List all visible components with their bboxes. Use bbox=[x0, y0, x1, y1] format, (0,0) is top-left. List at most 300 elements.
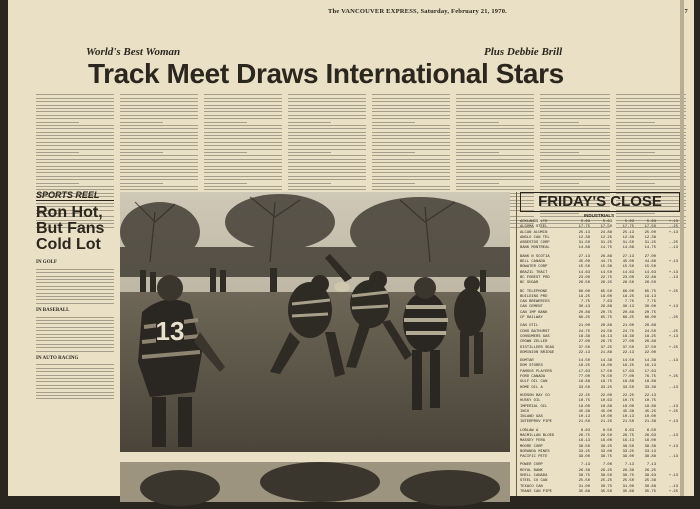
text-line bbox=[456, 142, 534, 143]
stock-value: 21.88 bbox=[600, 350, 612, 355]
stock-value: 21.25 bbox=[600, 420, 612, 425]
rugby-photo-illustration bbox=[120, 192, 510, 452]
newspaper-page bbox=[8, 0, 694, 508]
headline: Track Meet Draws International Stars bbox=[88, 58, 564, 89]
stocks-header: INDUSTRIALS bbox=[583, 213, 615, 218]
stock-value: 26.75 bbox=[622, 433, 634, 438]
text-line bbox=[36, 142, 114, 143]
stock-value: 6.63 bbox=[624, 428, 634, 433]
stock-value: 10.00 bbox=[644, 415, 656, 420]
text-line bbox=[540, 98, 610, 99]
text-line bbox=[36, 388, 114, 389]
text-line bbox=[36, 166, 114, 167]
text-line bbox=[456, 155, 534, 156]
stock-value: 44.88 bbox=[644, 260, 656, 265]
stock-value: -.13 bbox=[668, 484, 678, 489]
stock-name: ALCAN ALUMIN bbox=[520, 230, 548, 235]
stock-name: CONS BATHURST bbox=[520, 329, 550, 334]
stock-value: 21.63 bbox=[578, 503, 590, 508]
text-line bbox=[36, 299, 114, 300]
text-line bbox=[36, 159, 114, 160]
text-line bbox=[36, 118, 114, 119]
text-line bbox=[120, 186, 198, 187]
text-line bbox=[204, 105, 282, 106]
masthead-paper: The VANCOUVER EXPRESS, Saturday, February 21, 1970. bbox=[328, 8, 507, 15]
stock-value: 22.13 bbox=[578, 350, 590, 355]
stock-name: MACMILLAN BLOED bbox=[520, 433, 555, 438]
stock-value: +.13 bbox=[668, 444, 678, 449]
text-line bbox=[616, 105, 686, 106]
stock-name: DISTILLERS SEAG bbox=[520, 345, 555, 350]
text-line bbox=[36, 115, 114, 116]
stock-value bbox=[656, 504, 678, 509]
stock-name: LOBLAW A bbox=[520, 428, 539, 433]
stock-value: +.25 bbox=[668, 409, 678, 414]
text-line bbox=[372, 138, 450, 139]
text-line bbox=[36, 152, 79, 153]
stock-value: 38.25 bbox=[600, 444, 612, 449]
text-line bbox=[616, 118, 686, 119]
text-line bbox=[456, 115, 534, 116]
stock-value: 33.38 bbox=[644, 385, 656, 390]
stock-value: 38.50 bbox=[622, 444, 634, 449]
stock-value: 38.38 bbox=[644, 444, 656, 449]
stock-name: BC TELEPHONE bbox=[520, 289, 548, 294]
stock-name: CAN UTIL bbox=[520, 324, 539, 329]
stock-value: 35.50 bbox=[600, 489, 612, 494]
text-line bbox=[36, 132, 114, 133]
stock-value: 17.63 bbox=[644, 369, 656, 374]
stock-value: 17.50 bbox=[600, 225, 612, 230]
text-line bbox=[288, 105, 366, 106]
text-line bbox=[456, 159, 534, 160]
stock-value: 66.00 bbox=[578, 289, 590, 294]
text-line bbox=[36, 385, 114, 386]
text-line bbox=[288, 128, 366, 129]
stock-value: +.25 bbox=[668, 489, 678, 494]
stock-name: GULF OIL CAN bbox=[520, 380, 548, 385]
stock-name: MOORE CORP bbox=[520, 444, 543, 449]
stock-row bbox=[520, 351, 678, 356]
fridays-close-title: FRIDAY'S CLOSE bbox=[520, 192, 680, 212]
text-line bbox=[288, 135, 366, 136]
stock-name: TEXACO CAN bbox=[520, 484, 543, 489]
text-line bbox=[204, 135, 282, 136]
stock-value: 14.38 bbox=[644, 359, 656, 364]
stock-value: 22.88 bbox=[644, 275, 656, 280]
text-line bbox=[36, 108, 114, 109]
stock-value: 20.88 bbox=[622, 310, 634, 315]
stock-value: 7.75 bbox=[646, 300, 656, 305]
stock-value: 33.00 bbox=[600, 449, 612, 454]
text-line bbox=[36, 303, 114, 304]
text-line bbox=[540, 152, 579, 153]
text-line bbox=[372, 101, 450, 102]
stock-value: -.25 bbox=[668, 329, 678, 334]
stock-value: +.13 bbox=[668, 420, 678, 425]
text-line bbox=[456, 183, 499, 184]
stock-value: 6.50 bbox=[602, 428, 612, 433]
stock-value: 26.88 bbox=[600, 254, 612, 259]
text-line bbox=[616, 142, 686, 143]
text-line bbox=[456, 186, 534, 187]
text-line bbox=[456, 166, 534, 167]
stock-value: 27.00 bbox=[622, 340, 634, 345]
text-line bbox=[36, 371, 114, 372]
text-line bbox=[372, 189, 450, 190]
text-line bbox=[372, 111, 450, 112]
stock-value: 24.50 bbox=[600, 329, 612, 334]
text-line bbox=[120, 132, 198, 133]
stock-value: 38.50 bbox=[578, 444, 590, 449]
stock-value: 30.00 bbox=[644, 305, 656, 310]
stock-value: +.25 bbox=[668, 375, 678, 380]
text-line bbox=[372, 169, 450, 170]
stock-value: 17.75 bbox=[622, 225, 634, 230]
kicker-left: World's Best Woman bbox=[86, 46, 181, 58]
stock-value: 24.75 bbox=[622, 329, 634, 334]
article-column-7 bbox=[540, 92, 610, 190]
stock-name: HUDSON BAY CO bbox=[520, 393, 550, 398]
stock-value: -.13 bbox=[668, 385, 678, 390]
stock-value: 31.50 bbox=[578, 241, 590, 246]
stock-value: -.25 bbox=[668, 316, 678, 321]
stock-value: 17.50 bbox=[600, 369, 612, 374]
text-line bbox=[120, 94, 198, 95]
stock-value: 10.63 bbox=[600, 399, 612, 404]
stock-value: -.13 bbox=[668, 275, 678, 280]
text-line bbox=[36, 378, 114, 379]
stock-value: 39.00 bbox=[622, 455, 634, 460]
stock-value: 14.88 bbox=[622, 246, 634, 251]
stock-value: 10.75 bbox=[578, 399, 590, 404]
stock-value: 45.00 bbox=[578, 260, 590, 265]
text-line bbox=[456, 125, 534, 126]
text-line bbox=[372, 108, 450, 109]
stock-value: 18.88 bbox=[622, 380, 634, 385]
stock-row bbox=[520, 504, 678, 509]
text-line bbox=[288, 172, 366, 173]
stock-value: 6.63 bbox=[580, 428, 590, 433]
text-line bbox=[120, 179, 198, 180]
text-line bbox=[288, 166, 366, 167]
text-line bbox=[540, 118, 610, 119]
text-line bbox=[456, 108, 534, 109]
stock-value: 14.50 bbox=[600, 270, 612, 275]
stock-value: 18.38 bbox=[622, 334, 634, 339]
text-line bbox=[540, 132, 610, 133]
stock-name: WESTON GEO bbox=[520, 503, 543, 508]
stock-value: 15.38 bbox=[600, 265, 612, 270]
stock-value: 77.00 bbox=[622, 375, 634, 380]
text-line bbox=[204, 128, 282, 129]
stock-value: 26.25 bbox=[600, 281, 612, 286]
text-line bbox=[120, 159, 198, 160]
stock-value: 18.25 bbox=[644, 334, 656, 339]
text-line bbox=[204, 145, 282, 146]
stock-name: FAMOUS PLAYERS bbox=[520, 369, 552, 374]
text-line bbox=[120, 176, 198, 177]
text-line bbox=[372, 94, 450, 95]
stock-value: 45.38 bbox=[622, 409, 634, 414]
stock-name: ACKLANDS LTD bbox=[520, 220, 548, 224]
text-line bbox=[456, 179, 534, 180]
text-line bbox=[540, 183, 579, 184]
stock-value: 14.38 bbox=[600, 359, 612, 364]
stock-value: 26.50 bbox=[644, 281, 656, 286]
text-line bbox=[540, 94, 610, 95]
stock-value: 24.88 bbox=[600, 230, 612, 235]
stock-value: 45.38 bbox=[578, 409, 590, 414]
article-column-3 bbox=[204, 92, 282, 190]
text-line bbox=[540, 169, 610, 170]
article-column-6 bbox=[456, 92, 534, 190]
text-line bbox=[36, 94, 114, 95]
stock-value: 16.13 bbox=[622, 439, 634, 444]
stock-value: 33.25 bbox=[600, 385, 612, 390]
stock-value: 19.13 bbox=[644, 294, 656, 299]
text-line bbox=[456, 172, 534, 173]
text-line bbox=[36, 320, 114, 321]
text-line bbox=[456, 176, 534, 177]
text-line bbox=[616, 155, 686, 156]
text-line bbox=[120, 166, 198, 167]
stock-value: 24.13 bbox=[644, 498, 656, 503]
kicker-right: Plus Debbie Brill bbox=[484, 46, 563, 58]
stock-value: 21.50 bbox=[578, 420, 590, 425]
stock-name: BC SUGAR bbox=[520, 281, 539, 286]
stock-value: 65.50 bbox=[600, 289, 612, 294]
text-line bbox=[36, 340, 114, 341]
text-line bbox=[120, 142, 198, 143]
text-line bbox=[120, 122, 163, 123]
stock-name: DOM STORES bbox=[520, 364, 543, 369]
text-line bbox=[120, 135, 198, 136]
stock-name: CAN BREWERIES bbox=[520, 300, 550, 305]
text-line bbox=[616, 125, 686, 126]
stock-value: 26.25 bbox=[600, 468, 612, 473]
text-line bbox=[456, 162, 534, 163]
text-line bbox=[204, 101, 282, 102]
text-line bbox=[372, 122, 415, 123]
stock-row bbox=[520, 281, 678, 286]
stock-value: 15.50 bbox=[622, 265, 634, 270]
text-line bbox=[204, 111, 282, 112]
text-line bbox=[36, 334, 114, 335]
stock-value: 22.25 bbox=[622, 393, 634, 398]
stock-value: 38.88 bbox=[644, 455, 656, 460]
text-line bbox=[36, 135, 114, 136]
text-line bbox=[372, 125, 450, 126]
text-line bbox=[540, 138, 610, 139]
text-line bbox=[120, 183, 163, 184]
stock-value: 76.75 bbox=[644, 375, 656, 380]
text-line bbox=[36, 398, 114, 399]
article-column-1 bbox=[36, 92, 114, 190]
text-line bbox=[372, 186, 450, 187]
sports-reel-label: SPORTS REEL bbox=[36, 190, 114, 201]
text-line bbox=[456, 122, 499, 123]
stock-value: 38.50 bbox=[600, 474, 612, 479]
stock-value: 65.75 bbox=[644, 289, 656, 294]
stock-value: 16.13 bbox=[644, 364, 656, 369]
stock-value: 20.88 bbox=[600, 324, 612, 329]
stock-value: 25.00 bbox=[644, 230, 656, 235]
stock-value: 22.00 bbox=[644, 350, 656, 355]
text-line bbox=[456, 169, 534, 170]
text-line bbox=[288, 115, 366, 116]
text-line bbox=[288, 183, 331, 184]
text-line bbox=[288, 98, 366, 99]
stock-value: 14.75 bbox=[600, 246, 612, 251]
text-line bbox=[540, 111, 610, 112]
text-line bbox=[204, 179, 282, 180]
stock-value: 33.25 bbox=[622, 449, 634, 454]
text-line bbox=[120, 172, 198, 173]
text-line bbox=[616, 159, 686, 160]
text-line bbox=[288, 125, 366, 126]
text-line bbox=[36, 317, 114, 318]
stock-value: 38.75 bbox=[600, 455, 612, 460]
stock-name: INLAND GAS bbox=[520, 415, 543, 420]
jersey-number: 13 bbox=[155, 316, 185, 346]
stock-value: 26.38 bbox=[622, 468, 634, 473]
text-line bbox=[616, 176, 686, 177]
stock-value: 14.63 bbox=[578, 270, 590, 275]
stock-value: 17.75 bbox=[578, 225, 590, 230]
text-line bbox=[36, 138, 114, 139]
stock-name: CAN IMP BANK bbox=[520, 310, 548, 315]
text-line bbox=[120, 138, 198, 139]
text-line bbox=[372, 152, 415, 153]
text-line bbox=[540, 159, 610, 160]
stock-value: 25.25 bbox=[600, 479, 612, 484]
stock-row bbox=[520, 316, 678, 321]
text-line bbox=[616, 162, 686, 163]
stock-row bbox=[520, 420, 678, 425]
text-line bbox=[204, 152, 247, 153]
stock-value: -.13 bbox=[668, 246, 678, 251]
stock-value: 30.13 bbox=[622, 305, 634, 310]
text-line bbox=[36, 149, 114, 150]
text-line bbox=[288, 176, 366, 177]
text-line bbox=[120, 189, 198, 190]
stock-value: 37.50 bbox=[578, 345, 590, 350]
stock-value: +.13 bbox=[668, 220, 678, 224]
text-line bbox=[204, 162, 282, 163]
stock-value: 21.50 bbox=[644, 503, 656, 508]
text-line bbox=[456, 111, 534, 112]
text-line bbox=[288, 162, 366, 163]
stock-value: 45.25 bbox=[644, 409, 656, 414]
text-line bbox=[288, 94, 366, 95]
text-line bbox=[456, 145, 534, 146]
stock-value: 33.13 bbox=[644, 449, 656, 454]
text-line bbox=[204, 122, 247, 123]
text-line bbox=[540, 155, 610, 156]
text-line bbox=[204, 159, 282, 160]
stock-name: TRANS CAN PIPE bbox=[520, 489, 552, 494]
text-line bbox=[616, 101, 686, 102]
text-line bbox=[36, 286, 114, 287]
stock-value: 18.13 bbox=[600, 334, 612, 339]
text-line bbox=[288, 145, 366, 146]
text-line bbox=[204, 118, 282, 119]
stock-value bbox=[656, 351, 678, 356]
second-photo-strip bbox=[120, 462, 510, 502]
text-line bbox=[36, 272, 114, 273]
stock-value: 20.75 bbox=[644, 310, 656, 315]
stock-value: 7.00 bbox=[602, 463, 612, 468]
stock-name: CP RAILWAY bbox=[520, 316, 543, 321]
stock-row bbox=[520, 246, 678, 251]
stock-value: 26.50 bbox=[578, 281, 590, 286]
stock-value: 37.50 bbox=[644, 345, 656, 350]
text-line bbox=[616, 122, 655, 123]
stock-name: BC FOREST PRD bbox=[520, 275, 550, 280]
text-line bbox=[288, 108, 366, 109]
text-line bbox=[616, 128, 686, 129]
text-line bbox=[540, 172, 610, 173]
stock-row bbox=[520, 490, 678, 495]
stock-name: ASBESTOS CORP bbox=[520, 241, 550, 246]
text-line bbox=[372, 118, 450, 119]
second-photo bbox=[120, 462, 510, 502]
text-line bbox=[36, 282, 114, 283]
text-line bbox=[204, 176, 282, 177]
text-line bbox=[36, 351, 114, 352]
text-line bbox=[204, 186, 282, 187]
text-line bbox=[540, 162, 610, 163]
text-line bbox=[540, 101, 610, 102]
stock-value: 14.88 bbox=[578, 246, 590, 251]
stock-value: 19.25 bbox=[622, 294, 634, 299]
text-line bbox=[204, 189, 282, 190]
stock-value: -.25 bbox=[668, 225, 678, 230]
text-line bbox=[540, 108, 610, 109]
stock-value: 38.75 bbox=[622, 474, 634, 479]
stock-value: 31.50 bbox=[622, 241, 634, 246]
stock-value: 14.50 bbox=[578, 359, 590, 364]
stock-rows bbox=[520, 220, 678, 509]
text-line bbox=[540, 135, 610, 136]
stock-name: ANGLO CAN TEL bbox=[520, 235, 550, 240]
text-line bbox=[616, 145, 686, 146]
text-line bbox=[616, 179, 686, 180]
stock-name: CAN CEMENT bbox=[520, 305, 543, 310]
stock-value: 7.13 bbox=[646, 463, 656, 468]
text-line bbox=[36, 172, 114, 173]
text-line bbox=[288, 155, 366, 156]
text-line bbox=[120, 115, 198, 116]
text-line bbox=[120, 125, 198, 126]
text-line bbox=[36, 337, 114, 338]
stock-value: 15.50 bbox=[644, 265, 656, 270]
text-line bbox=[616, 183, 655, 184]
text-line bbox=[204, 138, 282, 139]
text-line bbox=[288, 179, 366, 180]
stock-value: 26.88 bbox=[644, 340, 656, 345]
text-line bbox=[456, 152, 499, 153]
text-line bbox=[616, 138, 686, 139]
text-line bbox=[36, 162, 114, 163]
stock-value: 12.38 bbox=[578, 235, 590, 240]
stock-value: 66.00 bbox=[622, 289, 634, 294]
text-line bbox=[540, 145, 610, 146]
side-section-label: IN BASEBALL bbox=[36, 307, 70, 313]
text-line bbox=[36, 279, 114, 280]
text-line bbox=[540, 179, 610, 180]
